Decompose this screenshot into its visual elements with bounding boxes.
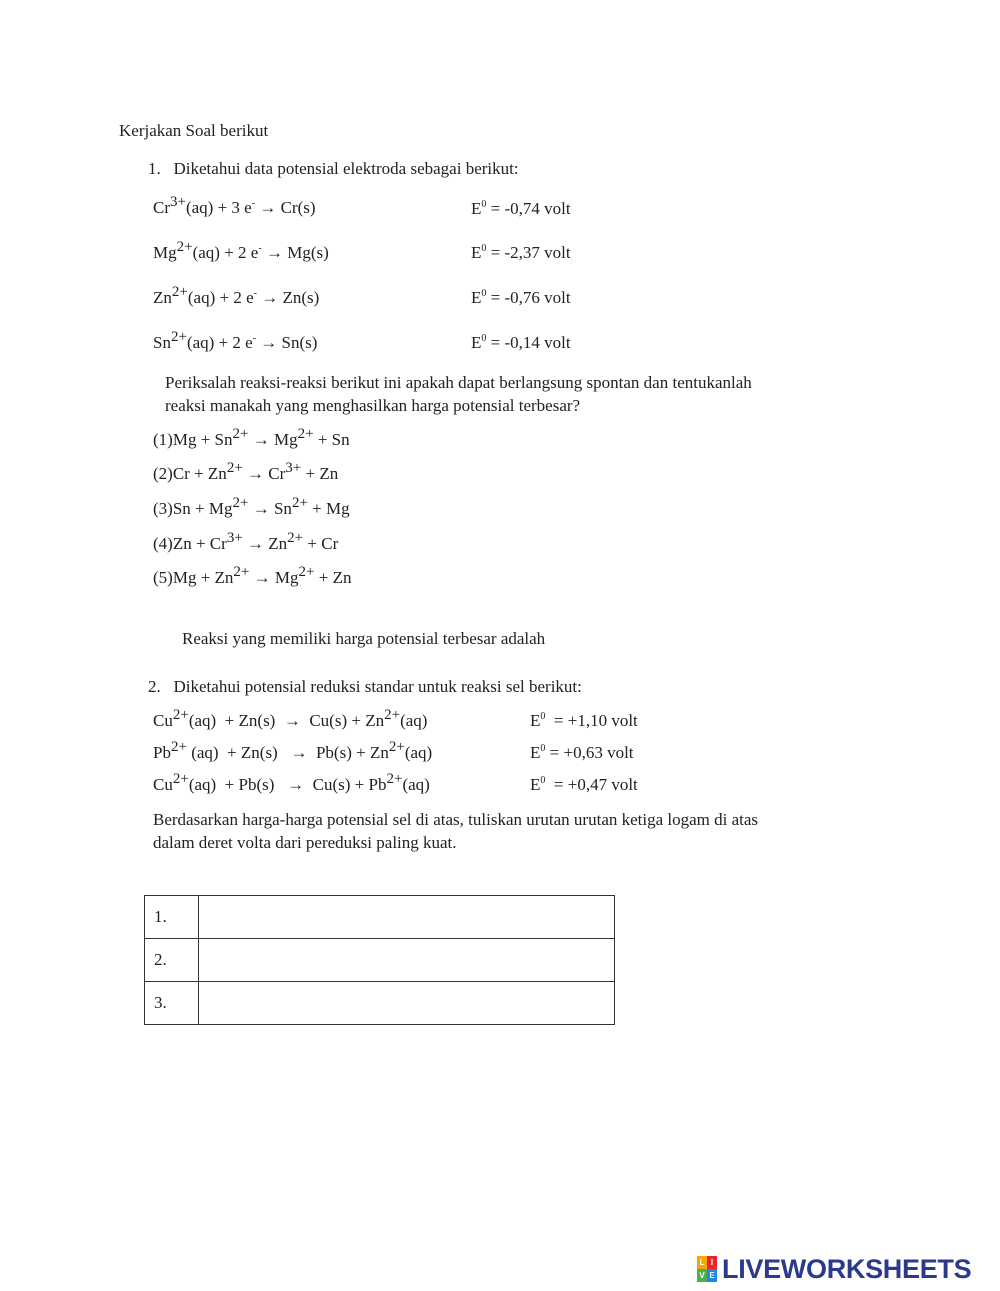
electrode-row: Zn2+(aq) + 2 e- → Zn(s) — [153, 284, 320, 307]
cell-reaction: Pb2+ (aq) + Zn(s) → Pb(s) + Zn2+(aq) — [153, 739, 433, 762]
cell-potential: $E^0 = +1,10$ volt — [530, 711, 638, 730]
question-number: 1. — [148, 159, 161, 178]
cell-reaction: Cu2+(aq) + Pb(s) → Cu(s) + Pb2+(aq) — [153, 771, 430, 794]
q1-answer-prompt: Reaksi yang memiliki harga potensial terbesar adalah — [182, 629, 546, 648]
reaction-item: (3)Sn + Mg2+ → Sn2+ + Mg — [153, 495, 350, 518]
electrode-row: Sn2+(aq) + 2 e- → Sn(s) — [153, 329, 318, 352]
q1-instruction-line-1: Periksalah reaksi-reaksi berikut ini apakah dapat berlangsung spontan dan tentukanlah — [165, 373, 752, 392]
answer-field[interactable] — [199, 982, 615, 1025]
table-row — [145, 896, 615, 939]
reaction-item: (4)Zn + Cr3+ → Zn2+ + Cr — [153, 530, 339, 553]
row-number: 3. — [145, 982, 199, 1025]
logo-text: LIVEWORKSHEETS — [722, 1253, 972, 1284]
answer-field[interactable] — [199, 896, 615, 939]
logo-icon: L I V E — [697, 1256, 717, 1282]
electrode-potential: $E^0 = -2,37$ volt — [471, 243, 571, 262]
question-number: 2. — [148, 677, 161, 696]
question-1 — [148, 159, 519, 179]
reaction-item: (2)Cr + Zn2+ → Cr3+ + Zn — [153, 460, 339, 483]
cell-potential: $E^0 = +0,63$ volt — [530, 743, 634, 762]
question-text: Diketahui data potensial elektroda sebagai berikut: — [173, 159, 519, 178]
cell-reaction: Cu2+(aq) + Zn(s) → Cu(s) + Zn2+(aq) — [153, 707, 428, 730]
electrode-row: Mg2+(aq) + 2 e- → Mg(s) — [153, 239, 329, 262]
row-number: 1. — [145, 896, 199, 939]
question-text: Diketahui potensial reduksi standar untuk reaksi sel berikut: — [173, 677, 582, 696]
worksheet-heading: Kerjakan Soal berikut — [119, 121, 269, 140]
liveworksheets-logo — [697, 1254, 971, 1284]
answer-table — [144, 895, 615, 1025]
electrode-row: Cr3+(aq) + 3 e- → Cr(s) — [153, 194, 316, 217]
reaction-item: (5)Mg + Zn2+ → Mg2+ + Zn — [153, 564, 352, 587]
row-number: 2. — [145, 939, 199, 982]
cell-potential: $E^0 = +0,47$ volt — [530, 775, 638, 794]
table-row — [145, 939, 615, 982]
q2-instruction-line-2: dalam deret volta dari pereduksi paling kuat. — [153, 833, 457, 852]
electrode-potential: $E^0 = -0,76$ volt — [471, 288, 571, 307]
reaction-item: (1)Mg + Sn2+ → Mg2+ + Sn — [153, 426, 350, 449]
q2-instruction-line-1: Berdasarkan harga-harga potensial sel di atas, tuliskan urutan urutan ketiga logam di atas — [153, 810, 759, 829]
electrode-potential: $E^0 = -0,74$ volt — [471, 199, 571, 218]
q1-instruction-line-2: reaksi manakah yang menghasilkan harga potensial terbesar? — [165, 396, 581, 415]
answer-field[interactable] — [199, 939, 615, 982]
question-2 — [148, 677, 582, 697]
electrode-potential: $E^0 = -0,14$ volt — [471, 333, 571, 352]
table-row — [145, 982, 615, 1025]
